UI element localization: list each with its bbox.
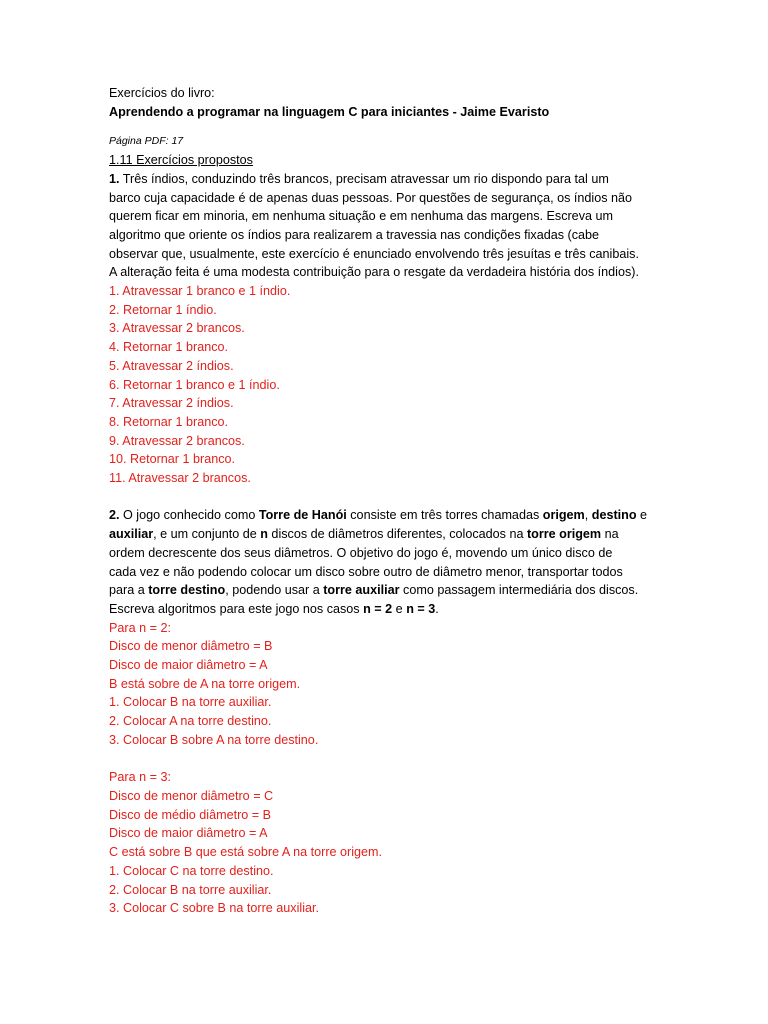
exercise-number: 2. <box>109 508 120 523</box>
exercise-1-line: A alteração feita é uma modesta contribuição para o resgate da verdadeira história dos índios). <box>109 265 639 280</box>
answer-step: 8. Retornar 1 branco. <box>109 414 229 429</box>
exercise-2-answer-n3 <box>109 768 669 918</box>
text-run-bold: torre auxiliar <box>323 583 400 598</box>
answer-step: 6. Retornar 1 branco e 1 índio. <box>109 377 280 392</box>
answer-step: 3. Colocar B sobre A na torre destino. <box>109 732 319 747</box>
answer-step: 3. Atravessar 2 brancos. <box>109 321 245 336</box>
text-run: , <box>584 508 592 523</box>
text-run: e <box>636 508 648 523</box>
answer-step: 2. Colocar A na torre destino. <box>109 714 272 729</box>
answer-step: 9. Atravessar 2 brancos. <box>109 433 245 448</box>
text-run: O jogo conhecido como <box>119 508 259 523</box>
text-run: , e um conjunto de <box>153 527 261 542</box>
text-run-bold: n = 3 <box>406 601 436 616</box>
answer-step: 5. Atravessar 2 índios. <box>109 358 234 373</box>
exercise-1-line: algoritmo que oriente os índios para realizarem a travessia nas condições fixadas (cabe <box>109 227 600 242</box>
text-run-bold: auxiliar <box>109 527 154 542</box>
answer-step: 2. Colocar B na torre auxiliar. <box>109 882 272 897</box>
exercise-1 <box>109 170 669 488</box>
text-run-bold: n <box>260 527 268 542</box>
answer-step: Disco de maior diâmetro = A <box>109 826 268 841</box>
exercise-2-line <box>109 525 669 544</box>
exercise-text: Três índios, conduzindo três brancos, precisam atravessar um rio dispondo para tal um <box>119 171 609 186</box>
exercise-1-line: querem ficar em minoria, em nenhuma situação e em nenhuma das margens. Escreva um <box>109 209 613 224</box>
text-run-bold: destino <box>591 508 637 523</box>
answer-step: B está sobre de A na torre origem. <box>109 676 301 691</box>
exercise-2-line <box>109 581 669 600</box>
exercise-1-line <box>109 170 669 189</box>
text-run: discos de diâmetros diferentes, colocados na <box>267 527 527 542</box>
exercise-1-answer <box>109 282 669 488</box>
text-run: Escreva algoritmos para este jogo nos casos <box>109 601 364 616</box>
answer-step: 3. Colocar C sobre B na torre auxiliar. <box>109 901 319 916</box>
text-run: para a <box>109 583 149 598</box>
answer-step: Disco de menor diâmetro = C <box>109 788 274 803</box>
exercise-2-line <box>109 600 669 619</box>
text-run-bold: origem <box>542 508 585 523</box>
text-run-bold: torre origem <box>526 527 602 542</box>
text-run: . <box>435 601 439 616</box>
exercise-2-line <box>109 506 669 525</box>
answer-step: 1. Atravessar 1 branco e 1 índio. <box>109 284 291 299</box>
answer-step: 2. Retornar 1 índio. <box>109 302 217 317</box>
text-run: , podendo usar a <box>225 583 324 598</box>
text-run: como passagem intermediária dos discos. <box>399 583 639 598</box>
exercise-1-line: observar que, usualmente, este exercício é enunciado envolvendo três jesuítas e três canibais. <box>109 246 639 261</box>
book-title: Aprendendo a programar na linguagem C para iniciantes - Jaime Evaristo <box>109 104 550 119</box>
answer-step: 1. Colocar B na torre auxiliar. <box>109 695 272 710</box>
text-run: consiste em três torres chamadas <box>346 508 543 523</box>
text-run-bold: Torre de Hanói <box>258 508 347 523</box>
exercise-2-answer-n2 <box>109 619 669 750</box>
answer-step: 10. Retornar 1 branco. <box>109 452 236 467</box>
exercise-1-line: barco cuja capacidade é de apenas duas pessoas. Por questões de segurança, os índios não <box>109 190 633 205</box>
answer-step: Disco de médio diâmetro = B <box>109 807 272 822</box>
section-title: 1.11 Exercícios propostos <box>109 153 253 168</box>
text-run-bold: n = 2 <box>363 601 393 616</box>
answer-step: 11. Atravessar 2 brancos. <box>109 471 251 486</box>
answer-step: Disco de maior diâmetro = A <box>109 658 268 673</box>
answer-heading: Para n = 3: <box>109 770 171 785</box>
header-label: Exercícios do livro: <box>109 86 215 100</box>
exercise-2-line: cada vez e não podendo colocar um disco sobre outro de diâmetro menor, transportar todos <box>109 564 623 579</box>
document-page <box>109 84 669 918</box>
answer-heading: Para n = 2: <box>109 620 171 635</box>
text-run-bold: torre destino <box>148 583 226 598</box>
answer-step: 4. Retornar 1 branco. <box>109 340 229 355</box>
page-reference: Página PDF: 17 <box>109 135 184 148</box>
exercise-2 <box>109 506 669 917</box>
exercise-number: 1. <box>109 171 120 186</box>
text-run: e <box>392 601 407 616</box>
answer-step: 1. Colocar C na torre destino. <box>109 863 274 878</box>
answer-step: 7. Atravessar 2 índios. <box>109 396 234 411</box>
answer-step: Disco de menor diâmetro = B <box>109 639 273 654</box>
text-run: na <box>601 527 619 542</box>
exercise-2-line: ordem decrescente dos seus diâmetros. O objetivo do jogo é, movendo um único disco de <box>109 545 613 560</box>
answer-step: C está sobre B que está sobre A na torre origem. <box>109 845 383 860</box>
